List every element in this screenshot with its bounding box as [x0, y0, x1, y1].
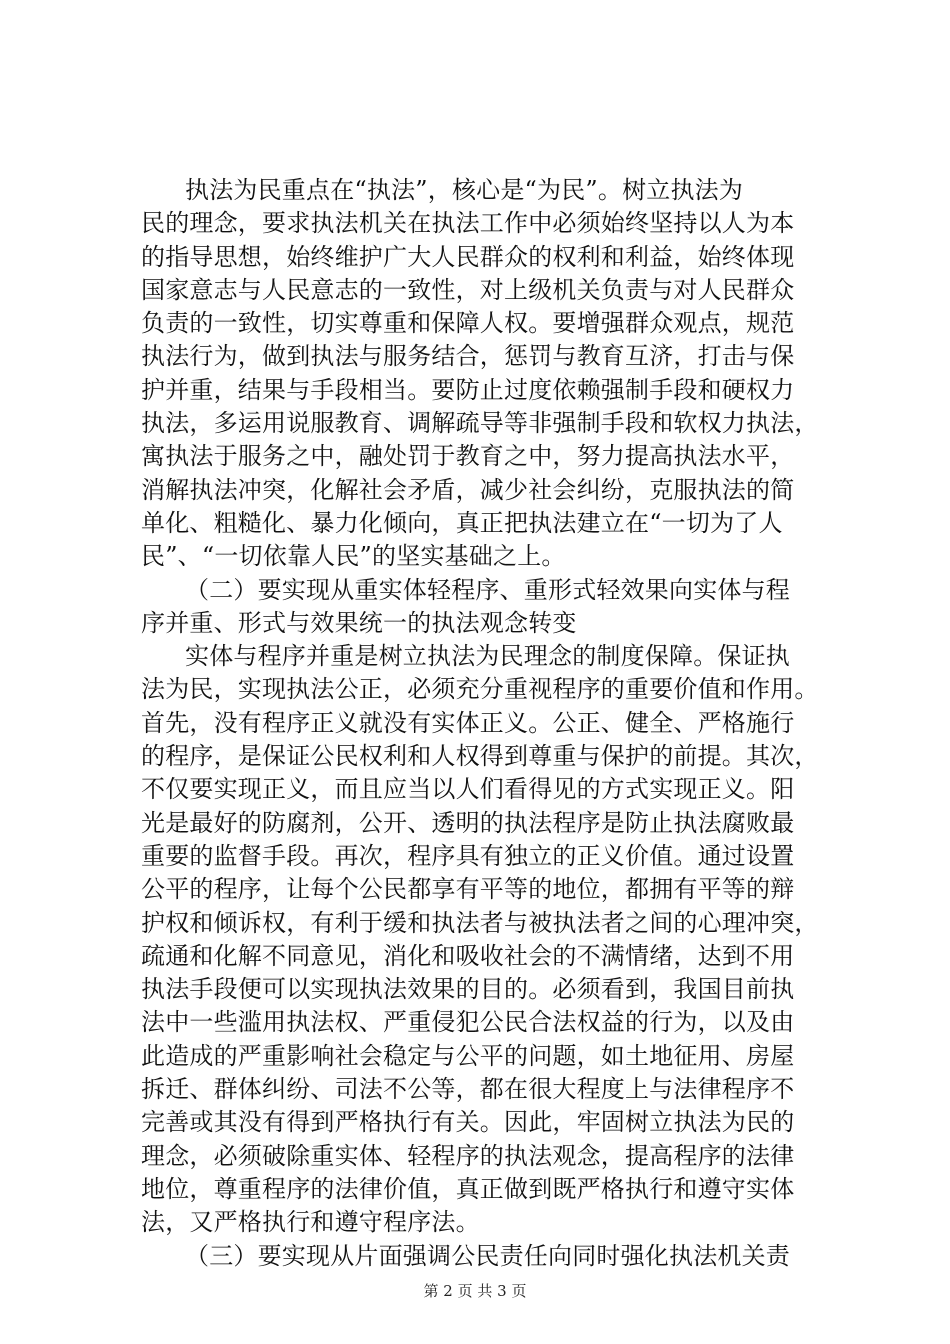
text-line: （三）要实现从片面强调公民责任向同时强化执法机关责 [185, 1241, 790, 1270]
text-line: 寓执法于服务之中，融处罚于教育之中，努力提高执法水平， [141, 442, 795, 471]
text-line: 执法手段便可以实现执法效果的目的。必须看到，我国目前执 [141, 975, 795, 1004]
text-line: 的程序，是保证公民权利和人权得到尊重与保护的前提。其次， [141, 742, 819, 771]
text-line: 民”、“一切依靠人民”的坚实基础之上。 [141, 542, 566, 571]
text-line: 单化、粗糙化、暴力化倾向，真正把执法建立在“一切为了人 [141, 508, 783, 537]
text-line: 执法行为，做到执法与服务结合，惩罚与教育互济，打击与保 [141, 342, 795, 371]
text-line: 拆迁、群体纠纷、司法不公等，都在很大程度上与法律程序不 [141, 1075, 795, 1104]
text-line: 地位，尊重程序的法律价值，真正做到既严格执行和遵守实体 [141, 1174, 795, 1203]
text-line: （二）要实现从重实体轻程序、重形式轻效果向实体与程 [185, 575, 790, 604]
text-line: 执法为民重点在“执法”，核心是“为民”。树立执法为 [185, 176, 744, 204]
text-line: 法为民，实现执法公正，必须充分重视程序的重要价值和作用。 [141, 675, 819, 704]
text-line: 的指导思想，始终维护广大人民群众的权利和利益，始终体现 [141, 242, 795, 271]
text-line: 首先，没有程序正义就没有实体正义。公正、健全、严格施行 [141, 708, 795, 737]
text-line: 此造成的严重影响社会稳定与公平的问题，如土地征用、房屋 [141, 1041, 795, 1070]
text-line: 民的理念，要求执法机关在执法工作中必须始终坚持以人为本 [141, 209, 795, 238]
text-line: 不仅要实现正义，而且应当以人们看得见的方式实现正义。阳 [141, 775, 795, 804]
page-footer: 第 2 页 共 3 页 [423, 1282, 527, 1300]
text-line: 重要的监督手段。再次，程序具有独立的正义价值。通过设置 [141, 841, 795, 870]
text-line: 法中一些滥用执法权、严重侵犯公民合法权益的行为，以及由 [141, 1008, 795, 1037]
text-line: 执法，多运用说服教育、调解疏导等非强制手段和软权力执法， [141, 409, 819, 438]
text-line: 消解执法冲突，化解社会矛盾，减少社会纠纷，克服执法的简 [141, 475, 795, 504]
text-line: 公平的程序，让每个公民都享有平等的地位，都拥有平等的辩 [141, 875, 795, 904]
text-line: 理念，必须破除重实体、轻程序的执法观念，提高程序的法律 [141, 1141, 795, 1170]
text-line: 疏通和化解不同意见，消化和吸收社会的不满情绪，达到不用 [141, 941, 795, 970]
text-line: 序并重、形式与效果统一的执法观念转变 [141, 608, 577, 637]
text-line: 护并重，结果与手段相当。要防止过度依赖强制手段和硬权力 [141, 375, 795, 404]
body-text [141, 174, 831, 1273]
text-line: 负责的一致性，切实尊重和保障人权。要增强群众观点，规范 [141, 309, 795, 338]
text-line: 实体与程序并重是树立执法为民理念的制度保障。保证执 [185, 642, 790, 671]
text-line: 光是最好的防腐剂，公开、透明的执法程序是防止执法腐败最 [141, 808, 795, 837]
text-line: 法，又严格执行和遵守程序法。 [141, 1208, 480, 1237]
text-line: 护权和倾诉权，有利于缓和执法者与被执法者之间的心理冲突， [141, 908, 819, 937]
text-line: 完善或其没有得到严格执行有关。因此，牢固树立执法为民的 [141, 1108, 795, 1137]
text-line: 国家意志与人民意志的一致性，对上级机关负责与对人民群众 [141, 275, 795, 304]
